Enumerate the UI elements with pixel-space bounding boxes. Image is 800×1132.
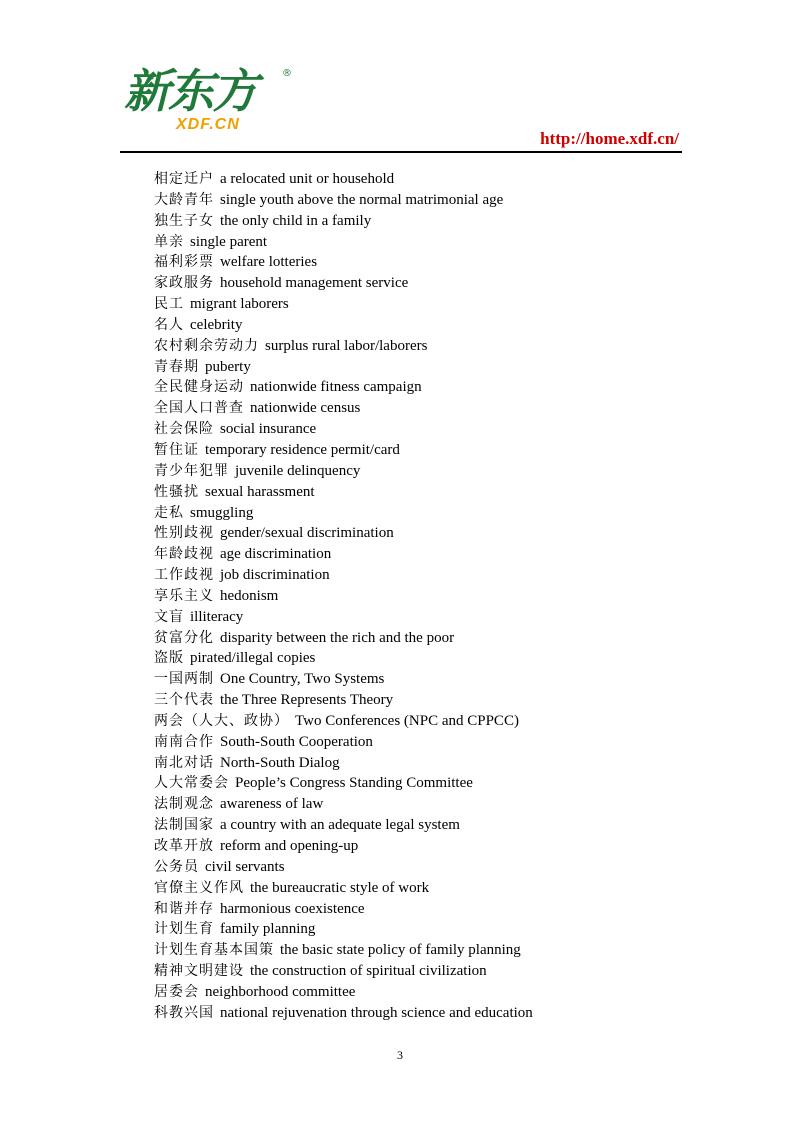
glossary-item: [154, 690, 533, 711]
term-english: migrant laborers: [190, 296, 289, 313]
term-english: reform and opening-up: [220, 838, 359, 854]
glossary-list: [154, 169, 533, 1024]
term-english: national rejuvenation through science and education: [220, 1004, 533, 1021]
term-english: sexual harassment: [205, 483, 315, 500]
term-english: the basic state policy of family planning: [280, 942, 521, 959]
page-header: [0, 0, 800, 160]
term-english: the only child in a family: [220, 212, 372, 229]
term-chinese: 三个代表: [154, 692, 214, 709]
term-english: welfare lotteries: [220, 254, 318, 271]
xdf-logo[interactable]: [122, 66, 298, 136]
term-chinese: 两会（人大、政协）: [154, 712, 289, 729]
glossary-item: [154, 878, 533, 899]
term-chinese: 文盲: [154, 608, 184, 625]
term-chinese: 计划生育基本国策: [154, 942, 274, 959]
glossary-item: [154, 586, 533, 607]
term-english: civil servants: [205, 858, 285, 875]
term-chinese: 年龄歧视: [154, 546, 214, 563]
term-chinese: 贫富分化: [154, 629, 214, 646]
term-english: South-South Cooperation: [220, 733, 373, 750]
term-chinese: 名人: [154, 316, 184, 333]
term-english: Two Conferences (NPC and CPPCC): [295, 712, 519, 729]
glossary-item: [154, 648, 533, 669]
term-chinese: 一国两制: [154, 671, 214, 688]
term-english: age discrimination: [220, 546, 332, 563]
term-chinese: 科教兴国: [154, 1004, 214, 1021]
term-chinese: 和谐并存: [154, 900, 214, 917]
glossary-item: [154, 419, 533, 440]
term-english: social insurance: [220, 421, 317, 438]
glossary-item: [154, 940, 533, 961]
glossary-item: [154, 628, 533, 649]
term-chinese: 单亲: [154, 233, 184, 250]
glossary-item: [154, 252, 533, 273]
term-english: hedonism: [220, 587, 279, 604]
glossary-item: [154, 357, 533, 378]
term-chinese: 享乐主义: [154, 587, 214, 604]
glossary-item: [154, 857, 533, 878]
term-english: single parent: [190, 233, 268, 250]
term-chinese: 官僚主义作风: [154, 879, 244, 896]
term-english: the bureaucratic style of work: [250, 879, 430, 896]
glossary-item: [154, 398, 533, 419]
term-chinese: 独生子女: [154, 212, 214, 229]
term-english: North-South Dialog: [220, 754, 340, 771]
glossary-item: [154, 669, 533, 690]
term-english: disparity between the rich and the poor: [220, 629, 455, 646]
glossary-item: [154, 1003, 533, 1024]
term-chinese: 居委会: [154, 983, 199, 1000]
term-chinese: 计划生育: [154, 921, 214, 938]
term-english: People’s Congress Standing Committee: [235, 775, 473, 792]
term-english: the Three Represents Theory: [220, 692, 394, 709]
glossary-item: [154, 565, 533, 586]
glossary-item: [154, 899, 533, 920]
term-chinese: 相定迁户: [154, 171, 214, 187]
term-chinese: 社会保险: [154, 421, 214, 438]
glossary-item: [154, 794, 533, 815]
glossary-item: [154, 711, 533, 732]
term-chinese: 南北对话: [154, 754, 214, 771]
glossary-item: [154, 523, 533, 544]
term-chinese: 农村剩余劳动力: [154, 337, 259, 354]
page-number: 3: [397, 1048, 403, 1062]
term-english: One Country, Two Systems: [220, 671, 385, 688]
glossary-item: [154, 773, 533, 794]
term-chinese: 人大常委会: [154, 775, 229, 792]
glossary-item: [154, 336, 533, 357]
term-chinese: 性别歧视: [154, 525, 214, 542]
term-chinese: 南南合作: [154, 733, 214, 750]
glossary-item: [154, 211, 533, 232]
term-chinese: 改革开放: [154, 838, 214, 854]
term-chinese: 法制观念: [154, 796, 214, 813]
term-english: pirated/illegal copies: [190, 650, 316, 667]
glossary-item: [154, 169, 533, 190]
glossary-item: [154, 377, 533, 398]
term-chinese: 青少年犯罪: [154, 462, 229, 479]
glossary-item: [154, 544, 533, 565]
term-chinese: 性骚扰: [154, 483, 199, 500]
term-chinese: 走私: [154, 504, 184, 521]
term-chinese: 青春期: [154, 358, 199, 375]
glossary-item: [154, 836, 533, 857]
glossary-item: [154, 815, 533, 836]
term-english: surplus rural labor/laborers: [265, 337, 428, 354]
term-english: job discrimination: [220, 567, 330, 584]
glossary-item: [154, 919, 533, 940]
term-english: nationwide fitness campaign: [250, 379, 422, 396]
term-english: temporary residence permit/card: [205, 441, 400, 458]
term-english: puberty: [205, 358, 251, 375]
glossary-item: [154, 607, 533, 628]
term-chinese: 法制国家: [154, 817, 214, 834]
glossary-item: [154, 232, 533, 253]
glossary-item: [154, 753, 533, 774]
term-chinese: 家政服务: [154, 275, 214, 292]
glossary-item: [154, 273, 533, 294]
glossary-item: [154, 461, 533, 482]
term-english: household management service: [220, 275, 409, 292]
term-english: illiteracy: [190, 608, 244, 625]
term-english: awareness of law: [220, 796, 324, 813]
term-english: celebrity: [190, 316, 243, 333]
term-chinese: 民工: [154, 296, 184, 313]
term-english: a country with an adequate legal system: [220, 817, 460, 834]
glossary-item: [154, 732, 533, 753]
term-english: juvenile delinquency: [235, 462, 361, 479]
term-chinese: 盗版: [154, 650, 184, 667]
glossary-item: [154, 961, 533, 982]
term-chinese: 公务员: [154, 858, 199, 875]
term-english: family planning: [220, 921, 316, 938]
term-english: smuggling: [190, 504, 254, 521]
logo-chinese-text: 新东方: [124, 64, 256, 118]
term-chinese: 福利彩票: [154, 254, 214, 271]
glossary-item: [154, 315, 533, 336]
term-english: harmonious coexistence: [220, 900, 365, 917]
logo-english-text: XDF.CN: [176, 116, 240, 133]
glossary-item: [154, 982, 533, 1003]
term-chinese: 大龄青年: [154, 191, 214, 208]
header-divider: [120, 151, 682, 153]
glossary-item: [154, 294, 533, 315]
term-chinese: 全民健身运动: [154, 379, 244, 396]
term-english: nationwide census: [250, 400, 361, 417]
glossary-item: [154, 482, 533, 503]
header-url-link[interactable]: http://home.xdf.cn/: [540, 129, 679, 148]
term-chinese: 暂住证: [154, 441, 199, 458]
term-chinese: 全国人口普查: [154, 400, 244, 417]
term-chinese: 工作歧视: [154, 567, 214, 584]
term-english: neighborhood committee: [205, 983, 356, 1000]
term-english: gender/sexual discrimination: [220, 525, 394, 542]
term-english: single youth above the normal matrimonial age: [220, 191, 504, 208]
registered-mark: ®: [282, 68, 292, 79]
term-chinese: 精神文明建设: [154, 963, 244, 980]
glossary-item: [154, 190, 533, 211]
term-english: the construction of spiritual civilization: [250, 963, 487, 980]
glossary-item: [154, 440, 533, 461]
term-english: a relocated unit or household: [220, 171, 395, 187]
glossary-item: [154, 503, 533, 524]
